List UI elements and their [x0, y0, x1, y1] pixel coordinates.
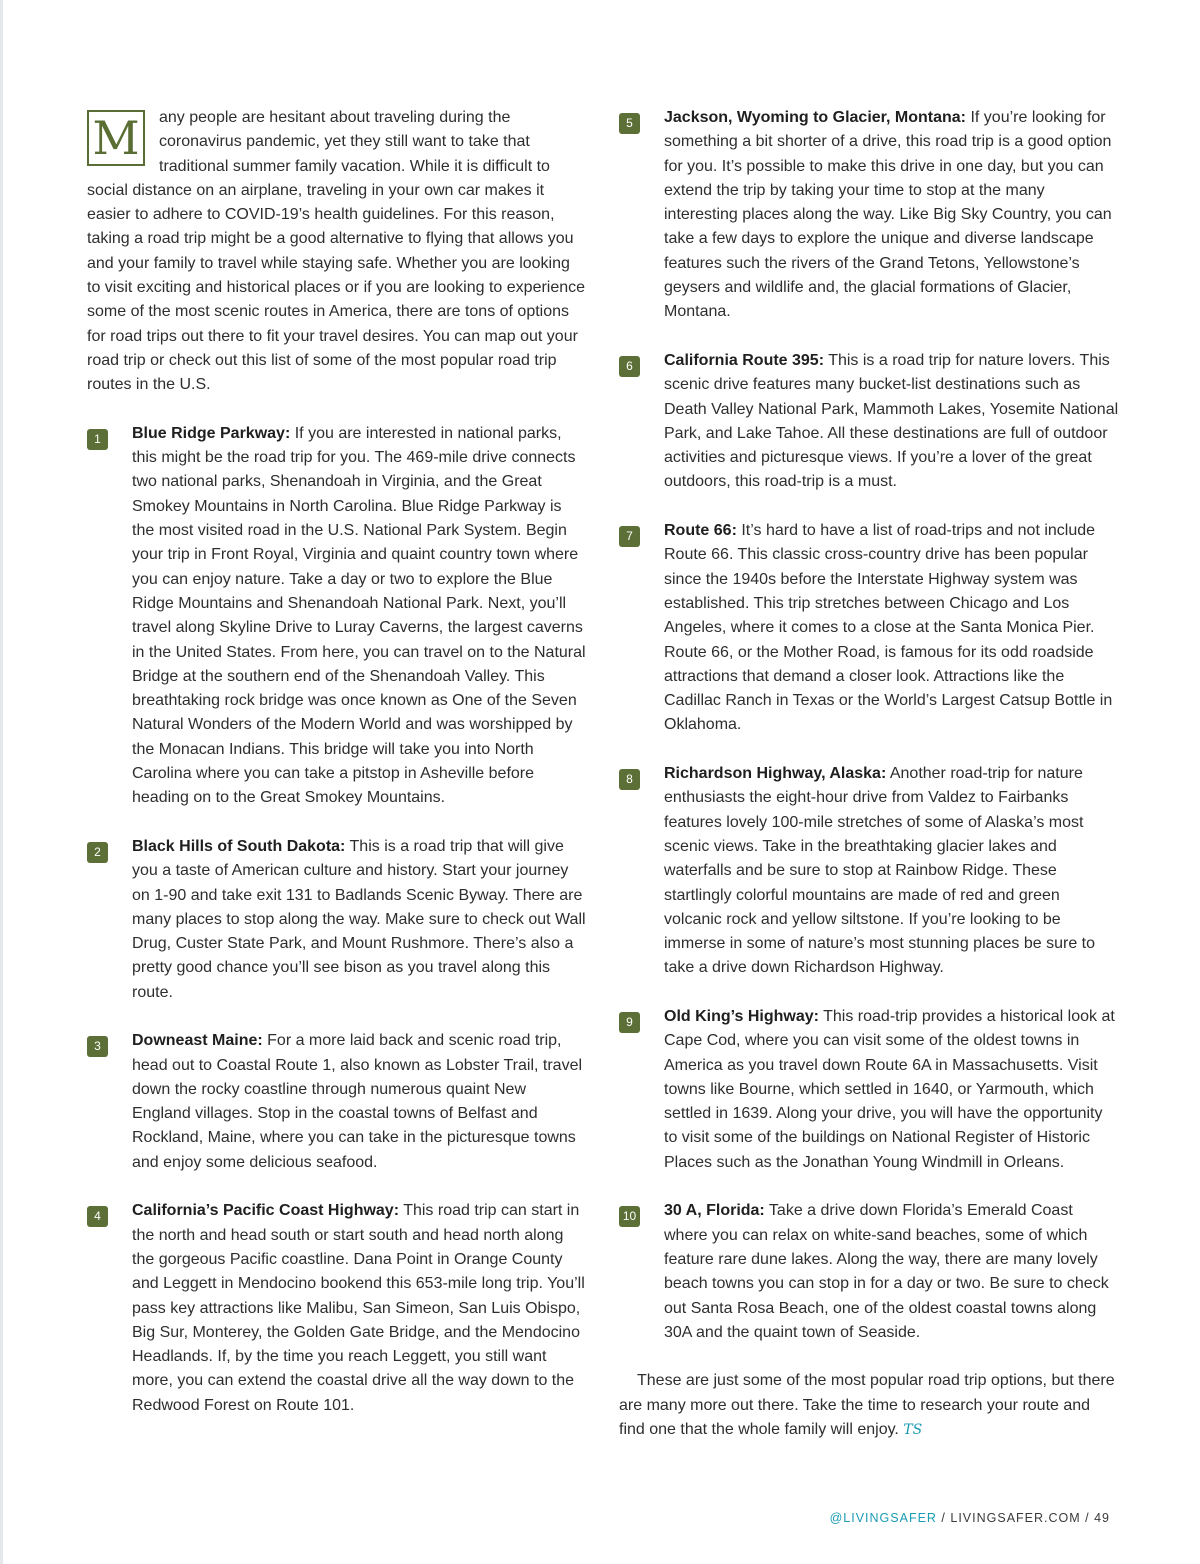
list-item-2: [87, 835, 587, 1005]
item-title: California’s Pacific Coast Highway:: [132, 1202, 400, 1220]
item-text: This is a road trip for nature lovers. This scenic drive features many bucket-list destinations such as Death Valley National Park, Mammoth Lakes, Yosemite National Park, and Lake Tahoe. All these destinations are full of outdoor activities and picturesque views. If you’re a lover of the great outdoors, this road-trip is a must.: [664, 351, 1119, 491]
list-item-4: [87, 1199, 587, 1418]
item-text: If you’re looking for something a bit shorter of a drive, this road trip is a good option for you. It’s possible to make this drive in one day, but you can extend the trip by taking your time to stop at the many interesting places along the way. Like Big Sky Country, you can take a few days to explore the unique and diverse landscape features such the rivers of the Grand Tetons, Yellowstone’s geysers and wildlife and, the glacial formations of Glacier, Montana.: [664, 109, 1112, 321]
closing-text: These are just some of the most popular road trip options, but there are many more out there. Take the time to research your route and find one that the whole family will enjoy.: [619, 1372, 1115, 1439]
social-handle-link[interactable]: @LIVINGSAFER: [829, 1511, 937, 1525]
list-item-1: [87, 422, 587, 811]
list-item-9: [619, 1005, 1119, 1175]
number-badge: 5: [619, 113, 640, 134]
item-text: This is a road trip that will give you a taste of American culture and history. Start your journey on 1-90 and take exit 131 to Badlands Scenic Byway. There are many places to stop along the way. Make sure to check out Wall Drug, Custer State Park, and Mount Rushmore. There’s also a pretty good chance you’ll see bison as you travel along this route.: [132, 837, 586, 1001]
number-badge: 2: [87, 842, 108, 863]
item-text: Take a drive down Florida’s Emerald Coast where you can relax on white-sand beaches, some of which feature rare dune lakes. Along the way, there are many lovely beach towns you can stop in for a day or two. Be sure to check out Santa Rosa Beach, one of the oldest coastal towns along 30A and the quaint town of Seaside.: [664, 1202, 1109, 1341]
list-item-3: [87, 1029, 587, 1175]
footer-separator: /: [1080, 1511, 1095, 1525]
number-badge: 10: [619, 1206, 640, 1227]
website-link[interactable]: LIVINGSAFER.COM: [950, 1511, 1081, 1525]
right-column: [619, 106, 1119, 1442]
item-title: Richardson Highway, Alaska:: [664, 765, 887, 783]
item-text: It’s hard to have a list of road-trips and not include Route 66. This classic cross-country drive has been popular since the 1940s before the Interstate Highway system was established. This trip stretches between Chicago and Los Angeles, where it comes to a close at the Santa Monica Pier. Route 66, or the Mother Road, is famous for its odd roadside attractions that demand a closer look. Attractions like the Cadillac Ranch in Texas or the World’s Largest Catsup Bottle in Oklahoma.: [664, 522, 1113, 734]
closing-paragraph: [619, 1369, 1119, 1442]
item-title: Route 66:: [664, 522, 737, 540]
intro-paragraph: [87, 106, 587, 398]
list-item-7: [619, 519, 1119, 738]
item-title: California Route 395:: [664, 351, 825, 369]
item-text: If you are interested in national parks, this might be the road trip for you. The 469-mile drive connects two national parks, Shenandoah in Virginia, and the Great Smokey Mountains in North Carolina. Blue Ridge Parkway is the most visited road in the U.S. National Park System. Begin your trip in Front Royal, Virginia and quaint country town where you can enjoy nature. Take a day or two to explore the Blue Ridge Mountains and Shenandoah National Park. Next, you’ll travel along Skyline Drive to Luray Caverns, the largest caverns in the United States. From here, you can travel on to the Natural Bridge at the southern end of the Shenandoah Valley. This breathtaking rock bridge was once known as One of the Seven Natural Wonders of the Modern World and was worshipped by the Monacan Indians. This bridge will take you into North Carolina where you can take a pitstop in Asheville before heading on to the Great Smokey Mountains.: [132, 424, 586, 807]
drop-cap: M: [87, 110, 145, 166]
number-badge: 4: [87, 1206, 108, 1227]
footer-separator: /: [936, 1511, 951, 1525]
number-badge: 9: [619, 1012, 640, 1033]
page-edge: [0, 0, 3, 1564]
page-footer: [830, 1511, 1110, 1525]
item-text: Another road-trip for nature enthusiasts the eight-hour drive from Valdez to Fairbanks features lovely 100-mile stretches of some of Alaska’s most scenic views. Take in the breathtaking glacier lakes and waterfalls and be sure to stop at Rainbow Ridge. These startlingly colorful mountains are made of red and green volcanic rock and yellow siltstone. If you’re looking to be immerse in some of nature’s most stunning places be sure to take a drive down Richardson Highway.: [664, 765, 1096, 977]
list-item-5: [619, 106, 1119, 325]
number-badge: 7: [619, 526, 640, 547]
page-number: 49: [1094, 1511, 1110, 1525]
end-mark-logo: TS: [903, 1422, 923, 1439]
number-badge: 3: [87, 1036, 108, 1057]
number-badge: 1: [87, 429, 108, 450]
intro-text: any people are hesitant about traveling during the coronavirus pandemic, yet they still want to take that traditional summer family vacation. While it is difficult to social distance on an airplane, traveling in your own car makes it easier to adhere to COVID-19’s health guidelines. For this reason, taking a road trip might be a good alternative to flying that allows you and your family to travel while staying safe. Whether you are looking to visit exciting and historical places or if you are looking to experience some of the most scenic routes in America, there are tons of options for road trips out there to fit your travel desires. You can map out your road trip or check out this list of some of the most popular road trip routes in the U.S.: [87, 109, 586, 394]
item-text: For a more laid back and scenic road trip, head out to Coastal Route 1, also known as Lobster Trail, travel down the rocky coastline through numerous quaint New England villages. Stop in the coastal towns of Belfast and Rockland, Maine, where you can take in the picturesque towns and enjoy some delicious seafood.: [132, 1032, 583, 1171]
item-title: 30 A, Florida:: [664, 1202, 765, 1220]
item-text: This road trip can start in the north and head south or start south and head north along the gorgeous Pacific coastline. Dana Point in Orange County and Leggett in Mendocino bookend this 653-mile long trip. You’ll pass key attractions like Malibu, San Simeon, San Luis Obispo, Big Sur, Monterey, the Golden Gate Bridge, and the Mendocino Headlands. If, by the time you reach Leggett, you still want more, you can extend the coastal drive all the way down to the Redwood Forest on Route 101.: [132, 1202, 585, 1414]
number-badge: 8: [619, 769, 640, 790]
left-column: [87, 106, 587, 1418]
item-title: Black Hills of South Dakota:: [132, 837, 346, 855]
item-title: Old King’s Highway:: [664, 1007, 819, 1025]
list-item-6: [619, 349, 1119, 495]
number-badge: 6: [619, 356, 640, 377]
list-item-10: [619, 1199, 1119, 1345]
list-item-8: [619, 762, 1119, 981]
item-title: Downeast Maine:: [132, 1032, 263, 1050]
item-title: Blue Ridge Parkway:: [132, 424, 291, 442]
item-text: This road-trip provides a historical look at Cape Cod, where you can visit some of the oldest towns in America as you travel down Route 6A in Massachusetts. Visit towns like Bourne, which settled in 1640, or Yarmouth, which settled in 1639. Along your drive, you will have the opportunity to visit some of the buildings on National Register of Historic Places such as the Jonathan Young Windmill in Orleans.: [664, 1007, 1115, 1171]
item-title: Jackson, Wyoming to Glacier, Montana:: [664, 109, 966, 126]
